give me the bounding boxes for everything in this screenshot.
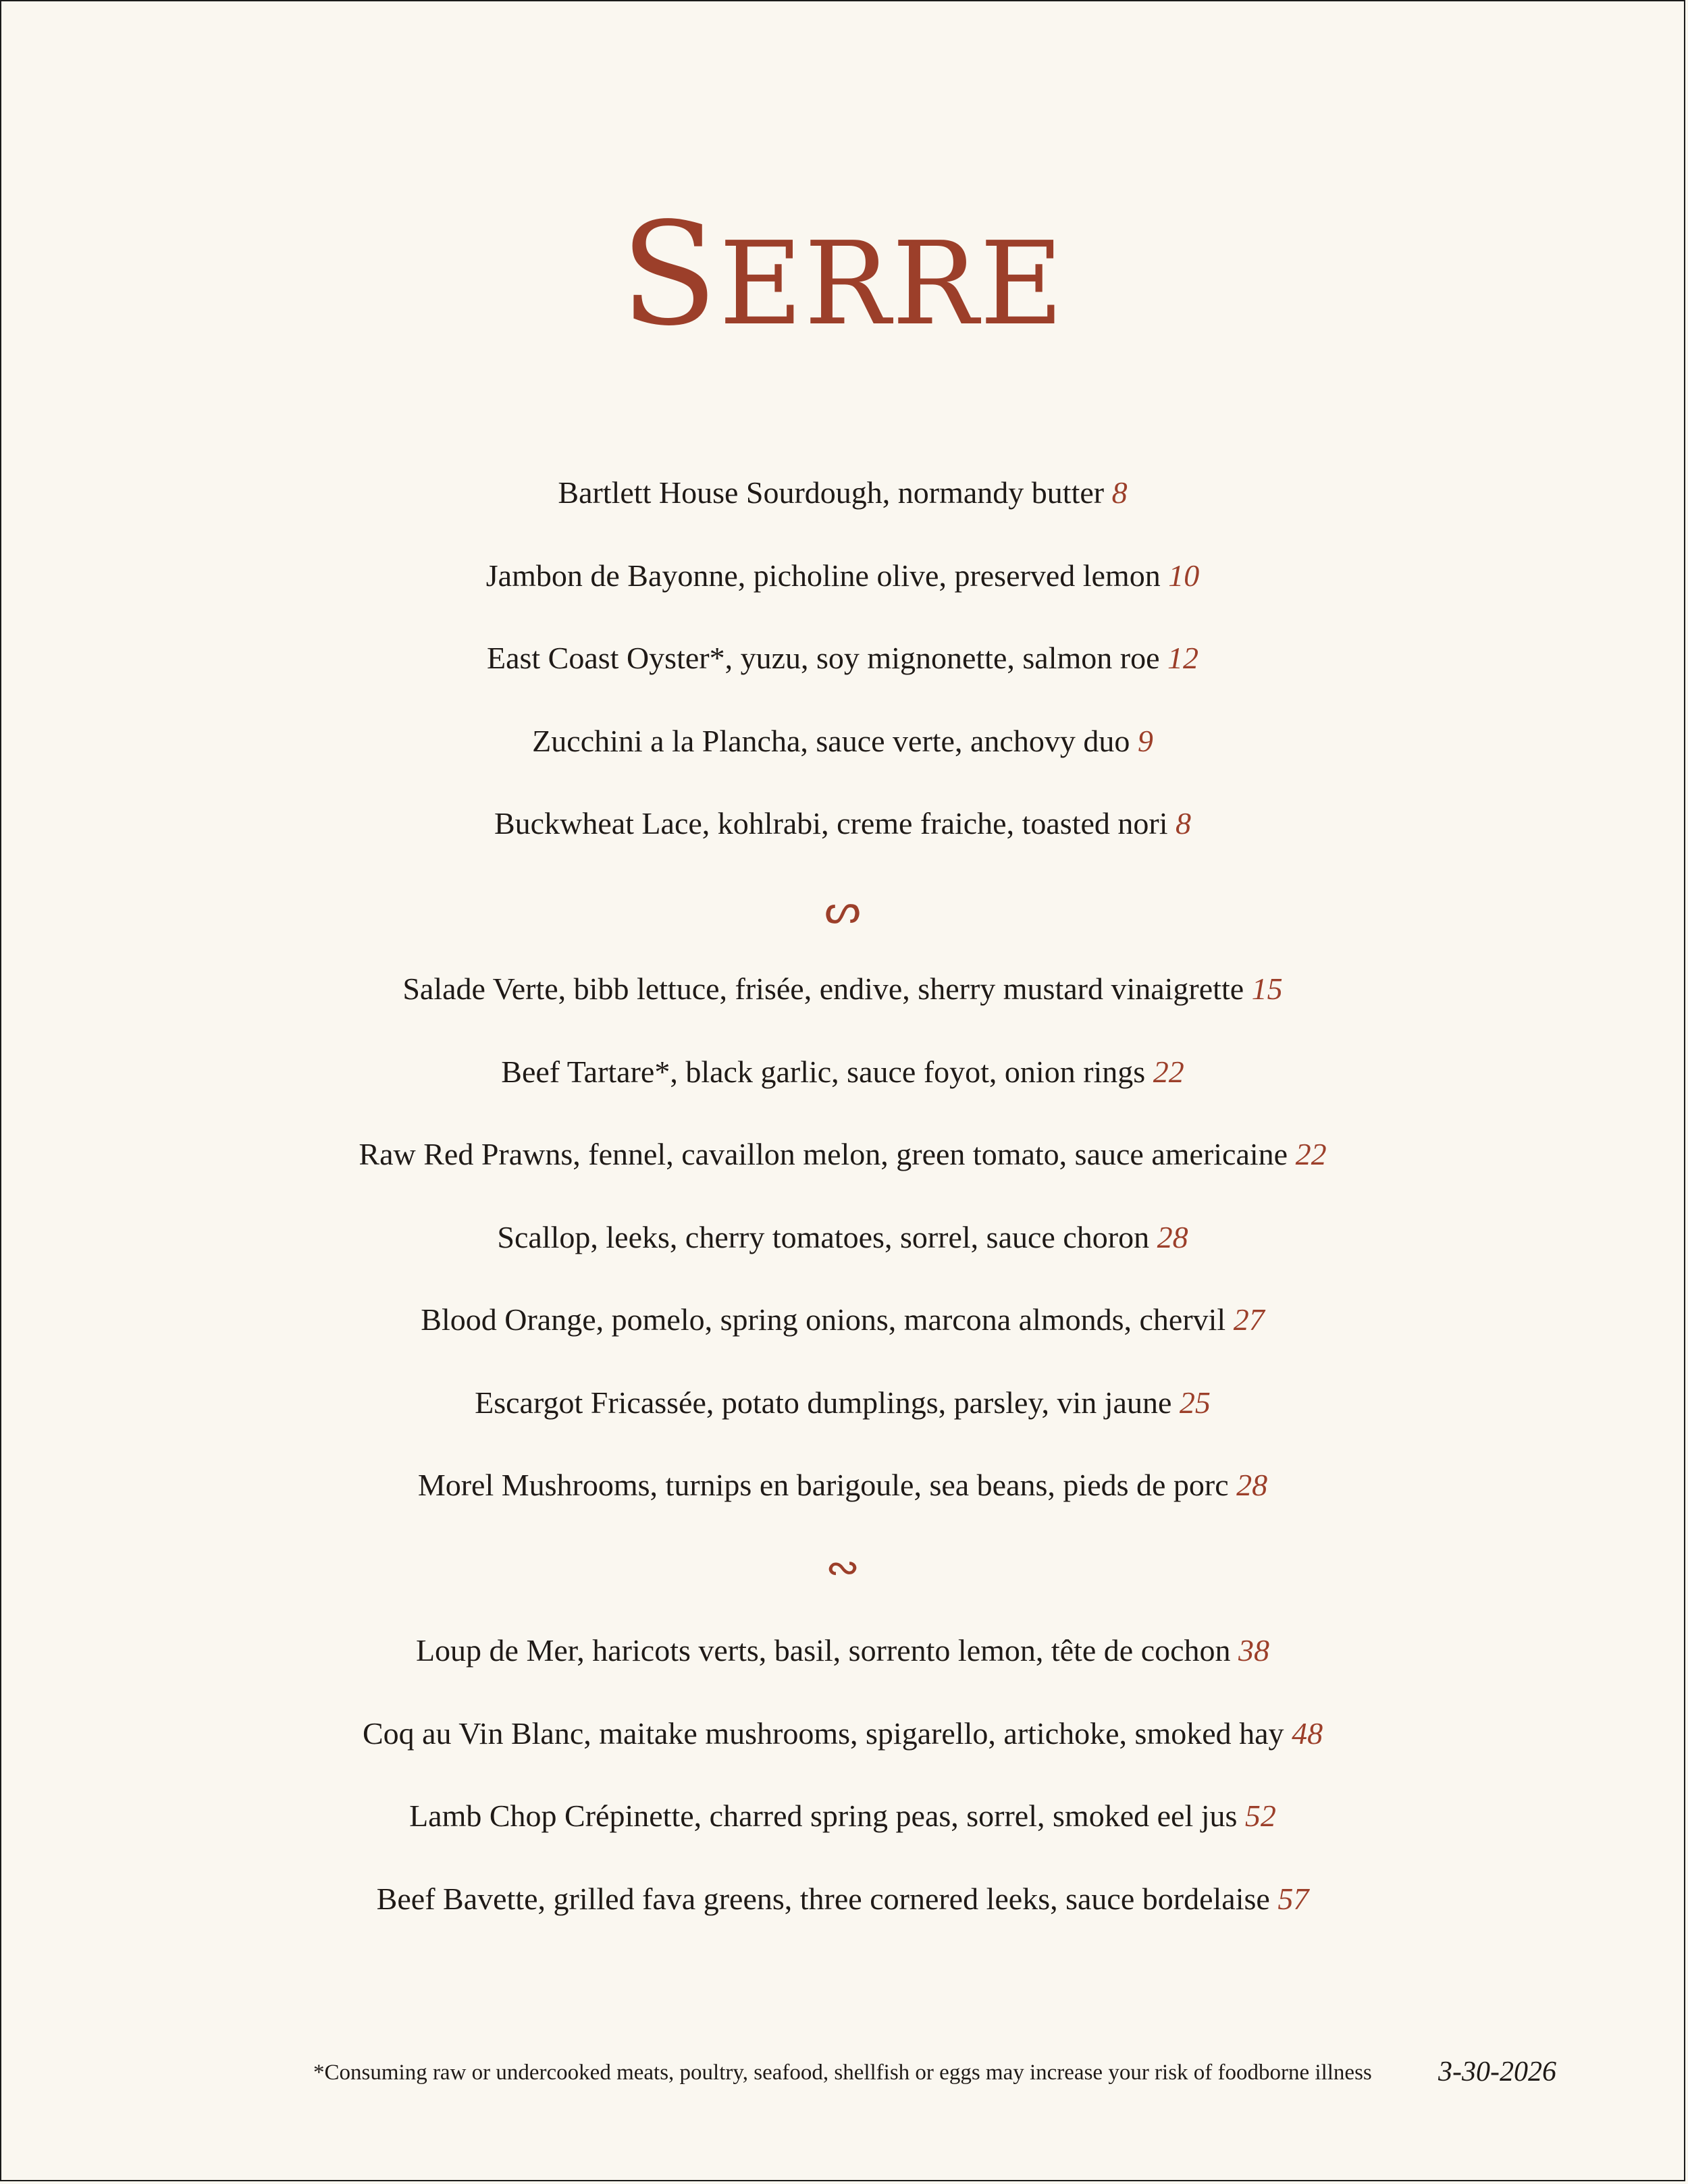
menu-item bbox=[1, 1222, 1684, 1253]
logo-initial: S bbox=[620, 192, 719, 357]
menu-item-price: 8 bbox=[1111, 475, 1128, 510]
menu-item-price: 15 bbox=[1251, 971, 1283, 1006]
menu-item-price: 8 bbox=[1176, 806, 1191, 841]
sideways-s-ornament-icon: ∾ bbox=[825, 1545, 860, 1590]
menu-item bbox=[1, 726, 1684, 757]
restaurant-logo bbox=[1, 192, 1684, 357]
menu-item-price: 22 bbox=[1295, 1137, 1327, 1171]
menu-item-price: 25 bbox=[1179, 1385, 1211, 1420]
menu-item-name: Zucchini a la Plancha, sauce verte, anchovy duo bbox=[532, 724, 1130, 758]
menu-date: 3-30-2026 bbox=[1438, 2056, 1556, 2087]
menu-item-price: 28 bbox=[1236, 1468, 1268, 1502]
menu-item-name: Beef Bavette, grilled fava greens, three cornered leeks, sauce bordelaise bbox=[376, 1882, 1270, 1916]
menu-item bbox=[1, 1057, 1684, 1088]
menu-item-name: Lamb Chop Crépinette, charred spring peas, sorrel, smoked eel jus bbox=[409, 1799, 1238, 1833]
menu-item-price: 9 bbox=[1137, 724, 1153, 758]
menu-item-price: 38 bbox=[1238, 1633, 1270, 1668]
menu-item-name: Bartlett House Sourdough, normandy butter bbox=[558, 475, 1105, 510]
menu-item bbox=[1, 477, 1684, 508]
health-disclaimer: *Consuming raw or undercooked meats, poultry, seafood, shellfish or eggs may increase your risk of foodborne illness bbox=[313, 2060, 1372, 2085]
menu-item-price: 28 bbox=[1157, 1220, 1188, 1254]
menu-item-name: Buckwheat Lace, kohlrabi, creme fraiche, toasted nori bbox=[494, 806, 1168, 841]
menu-item-name: Escargot Fricassée, potato dumplings, parsley, vin jaune bbox=[475, 1385, 1172, 1420]
menu-item-name: East Coast Oyster*, yuzu, soy mignonette, salmon roe bbox=[486, 641, 1160, 675]
menu-item bbox=[1, 643, 1684, 674]
menu-item-name: Coq au Vin Blanc, maitake mushrooms, spigarello, artichoke, smoked hay bbox=[362, 1716, 1284, 1751]
menu-item-name: Scallop, leeks, cherry tomatoes, sorrel, sauce choron bbox=[497, 1220, 1150, 1254]
menu-item-name: Salade Verte, bibb lettuce, frisée, endive, sherry mustard vinaigrette bbox=[402, 971, 1244, 1006]
menu-item-price: 57 bbox=[1277, 1882, 1309, 1916]
s-swirl-ornament-icon: ᔕ bbox=[824, 887, 861, 932]
menu-item bbox=[1, 1139, 1684, 1170]
menu-item bbox=[1, 1718, 1684, 1749]
menu-item-price: 48 bbox=[1292, 1716, 1323, 1751]
logo-rest: ERRE bbox=[718, 217, 1065, 351]
menu-item-price: 22 bbox=[1153, 1055, 1184, 1089]
menu-item bbox=[1, 1387, 1684, 1418]
menu-item-price: 12 bbox=[1167, 641, 1198, 675]
menu-item-price: 27 bbox=[1233, 1302, 1265, 1337]
menu-item-name: Morel Mushrooms, turnips en barigoule, sea beans, pieds de porc bbox=[417, 1468, 1229, 1502]
menu-item-name: Beef Tartare*, black garlic, sauce foyot, onion rings bbox=[501, 1055, 1146, 1089]
menu-item bbox=[1, 1470, 1684, 1501]
menu-item-name: Loup de Mer, haricots verts, basil, sorrento lemon, tête de cochon bbox=[415, 1633, 1231, 1668]
menu-item bbox=[1, 560, 1684, 591]
menu-item-name: Raw Red Prawns, fennel, cavaillon melon, green tomato, sauce americaine bbox=[359, 1137, 1288, 1171]
menu-item-price: 10 bbox=[1168, 558, 1200, 593]
menu-item bbox=[1, 1304, 1684, 1335]
menu-item bbox=[1, 808, 1684, 839]
menu-item bbox=[1, 1635, 1684, 1666]
menu-item bbox=[1, 971, 1684, 1006]
menu-item bbox=[1, 1884, 1684, 1915]
menu-item-name: Jambon de Bayonne, picholine olive, preserved lemon bbox=[485, 558, 1161, 593]
menu-item bbox=[1, 1801, 1684, 1832]
menu-item-name: Blood Orange, pomelo, spring onions, marcona almonds, chervil bbox=[421, 1302, 1226, 1337]
menu-item-price: 52 bbox=[1244, 1799, 1276, 1833]
